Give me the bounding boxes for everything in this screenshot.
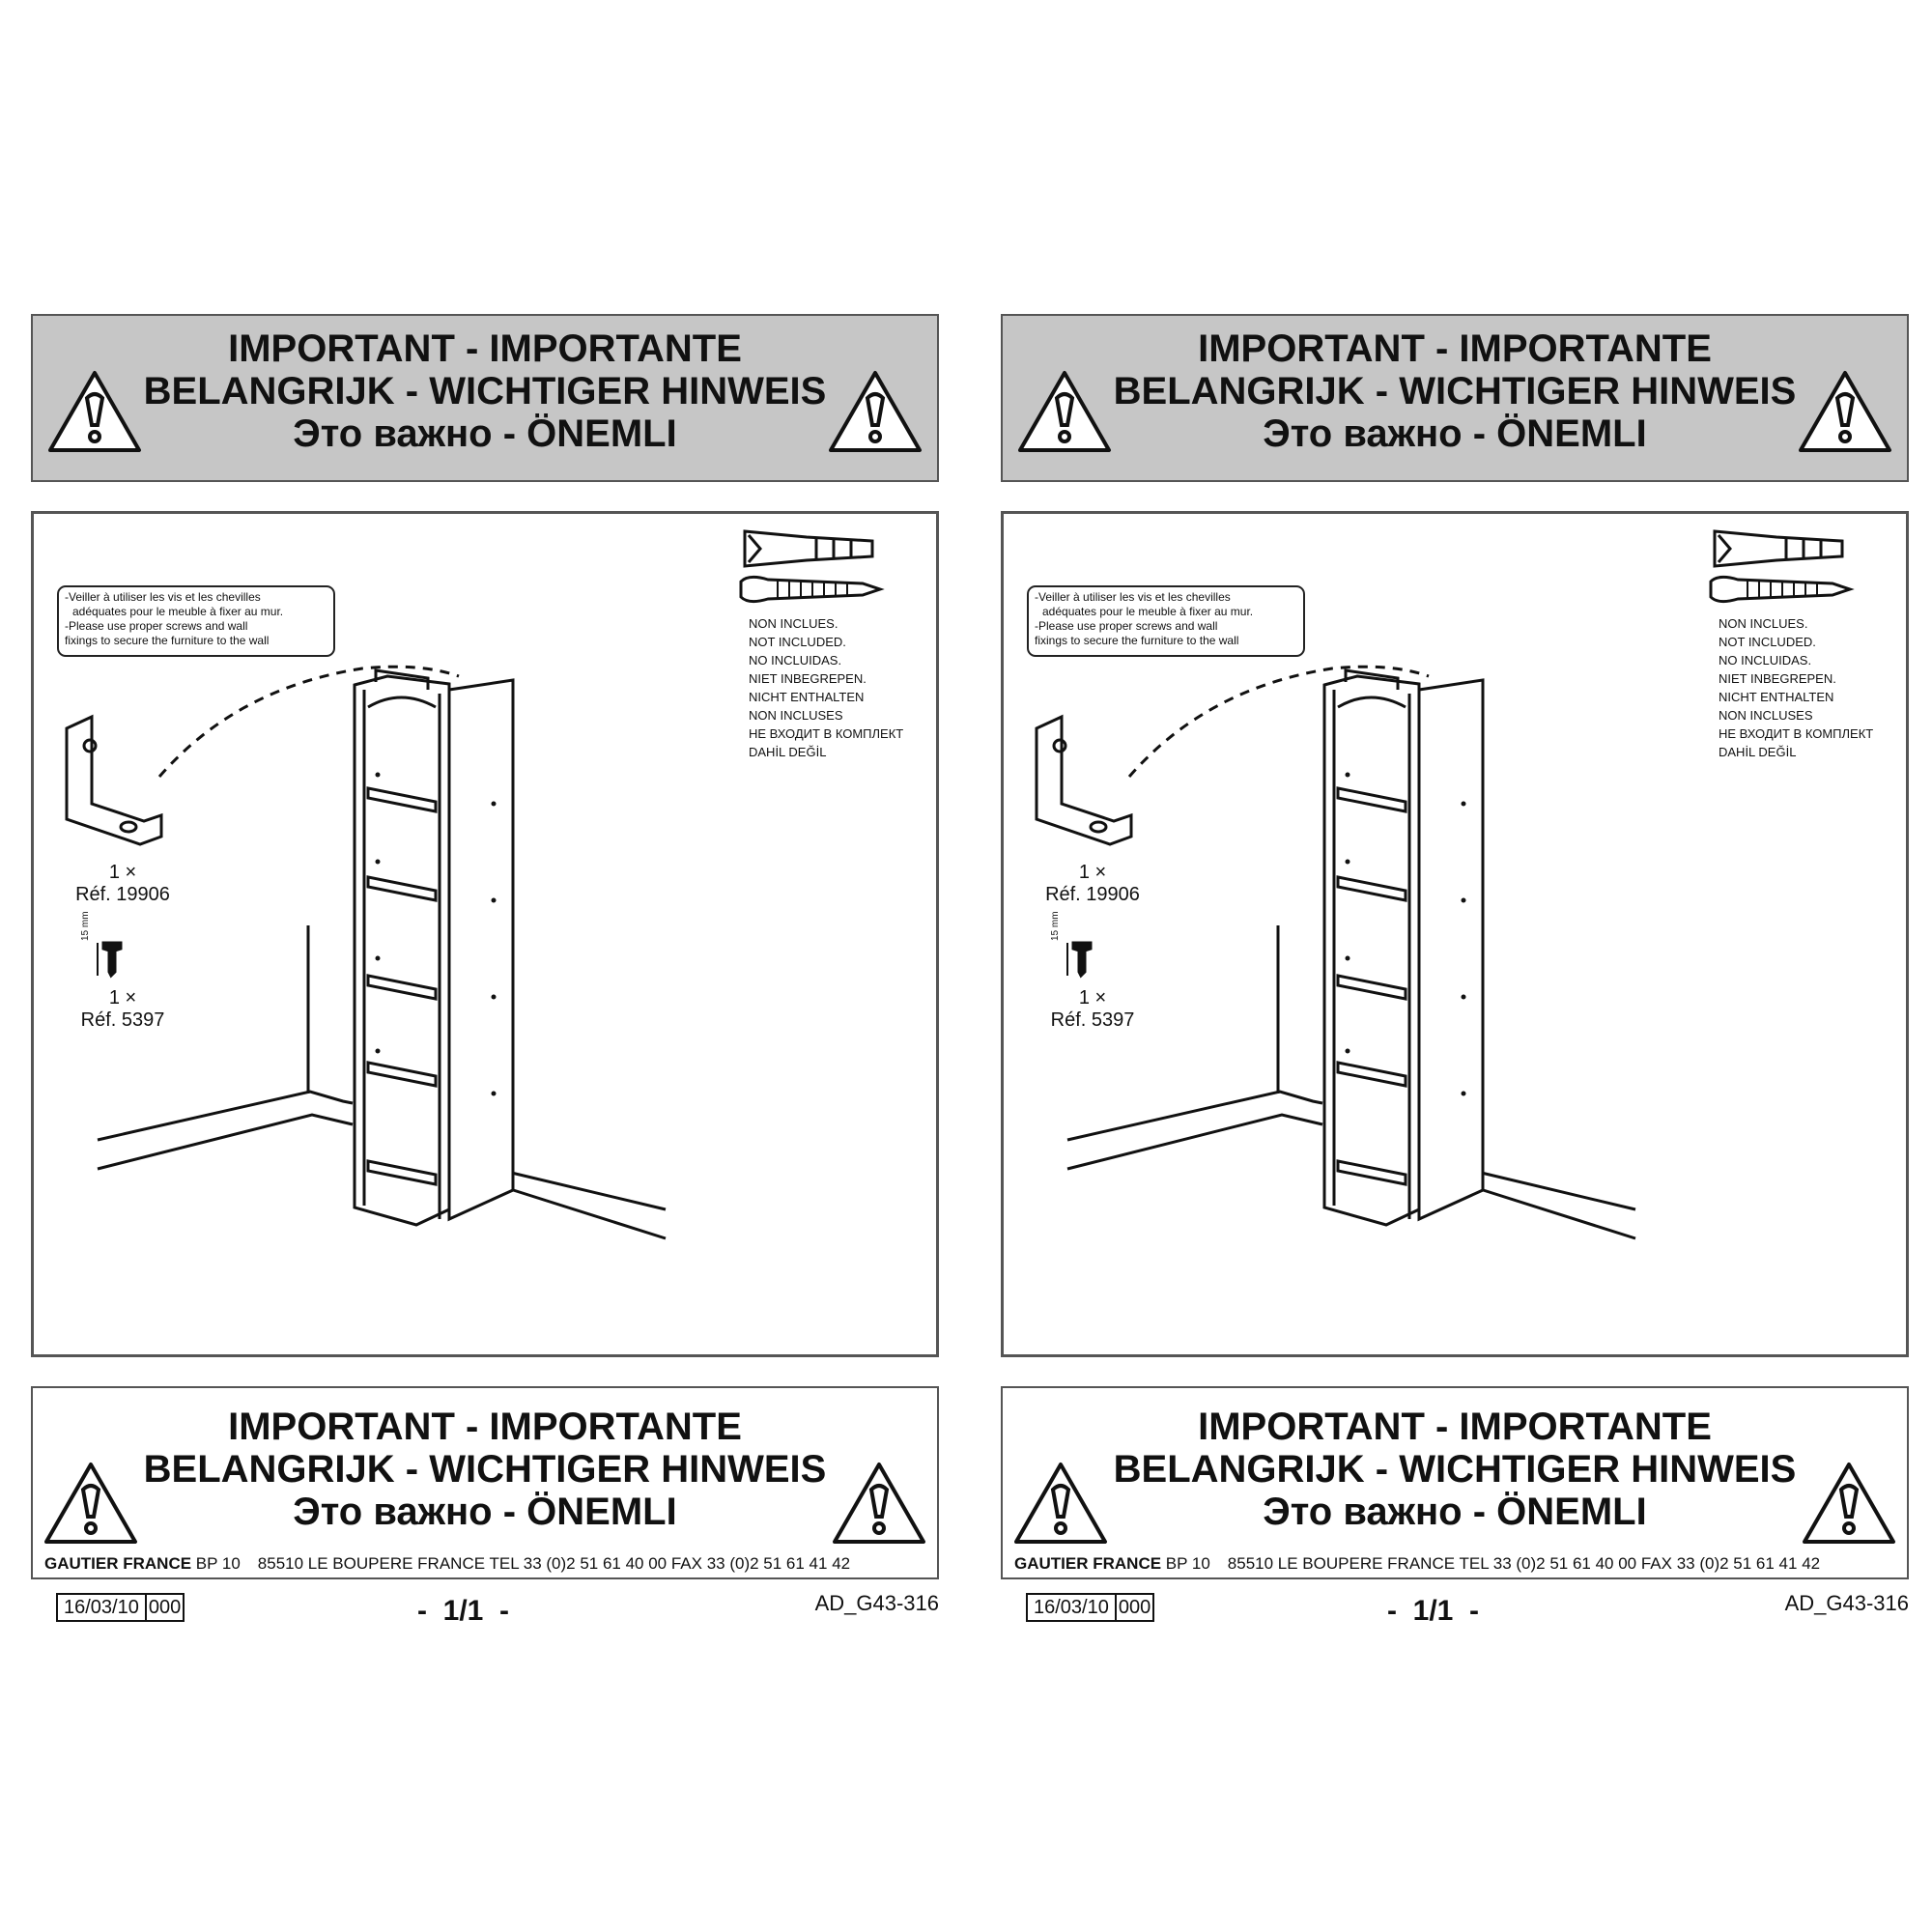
wall-fixing-note [57, 585, 335, 657]
banner-line-2: BELANGRIJK - WICHTIGER HINWEIS [143, 1448, 827, 1491]
screw-size-label: 15 mm [1050, 911, 1061, 941]
screw-quantity [55, 987, 190, 1032]
company-address [44, 1554, 929, 1574]
banner-line-3: Это важно - ÖNEMLI [1263, 412, 1647, 455]
bracket-ref: Réf. 19906 [75, 884, 170, 905]
not-included-item: NIET INBEGREPEN. [749, 671, 867, 686]
not-included-item: НЕ ВХОДИТ В КОМПЛЕКТ [749, 726, 904, 741]
important-banner-top [31, 314, 939, 482]
banner-line-1: IMPORTANT - IMPORTANTE [228, 327, 742, 370]
not-included-item: NIET INBEGREPEN. [1719, 671, 1836, 686]
document-reference: AD_G43-316 [814, 1591, 939, 1615]
company-bp: BP 10 [1161, 1554, 1210, 1573]
not-included-item: NON INCLUES. [749, 616, 838, 631]
banner-line-1: IMPORTANT - IMPORTANTE [228, 1406, 742, 1448]
date-box [1026, 1593, 1154, 1622]
banner-line-3: Это важно - ÖNEMLI [1263, 1491, 1647, 1533]
not-included-item: NON INCLUSES [1719, 708, 1813, 723]
screw-quantity [1025, 987, 1160, 1032]
bracket-qty: 1 × [1078, 862, 1107, 883]
note-fr-line-1: -Veiller à utiliser les vis et les chevilles [65, 590, 261, 604]
bracket-quantity [1025, 862, 1160, 906]
important-banner-bottom [1001, 1386, 1909, 1579]
revision-code: 000 [145, 1595, 183, 1620]
screw-qty: 1 × [1078, 987, 1107, 1009]
banner-line-1: IMPORTANT - IMPORTANTE [1198, 327, 1712, 370]
banner-line-2: BELANGRIJK - WICHTIGER HINWEIS [1113, 370, 1797, 412]
company-name: GAUTIER FRANCE [44, 1554, 192, 1573]
company-contact: 85510 LE BOUPERE FRANCE TEL 33 (0)2 51 61 40 00 FAX 33 (0)2 51 61 41 42 [1227, 1554, 1821, 1573]
screw-size-label: 15 mm [80, 911, 91, 941]
company-contact: 85510 LE BOUPERE FRANCE TEL 33 (0)2 51 61 40 00 FAX 33 (0)2 51 61 41 42 [257, 1554, 851, 1573]
company-bp: BP 10 [191, 1554, 241, 1573]
not-included-item: NOT INCLUDED. [1719, 635, 1816, 649]
instruction-sheet-right [1001, 314, 1909, 1628]
not-included-item: NO INCLUIDAS. [749, 653, 842, 668]
not-included-item: NON INCLUSES [749, 708, 843, 723]
note-en-line-1: -Please use proper screws and wall [1035, 619, 1218, 633]
not-included-item: NOT INCLUDED. [749, 635, 846, 649]
illustration-panel [1001, 511, 1909, 1357]
company-address [1014, 1554, 1899, 1574]
bracket-quantity [55, 862, 190, 906]
screw-ref: Réf. 5397 [80, 1009, 165, 1031]
not-included-item: NON INCLUES. [1719, 616, 1808, 631]
banner-line-1: IMPORTANT - IMPORTANTE [1198, 1406, 1712, 1448]
important-banner-bottom [31, 1386, 939, 1579]
not-included-item: NICHT ENTHALTEN [1719, 690, 1834, 704]
wall-fixing-note [1027, 585, 1305, 657]
instruction-sheet-left [31, 314, 939, 1628]
not-included-list [749, 614, 903, 761]
note-fr-line-2: adéquates pour le meuble à fixer au mur. [72, 605, 284, 618]
revision-code: 000 [1115, 1595, 1152, 1620]
bracket-qty: 1 × [108, 862, 137, 883]
screw-qty: 1 × [108, 987, 137, 1009]
important-banner-top [1001, 314, 1909, 482]
date-box [56, 1593, 185, 1622]
note-en-line-2: fixings to secure the furniture to the wall [65, 634, 270, 647]
page-number: - 1/1 - [1387, 1595, 1480, 1627]
not-included-item: NO INCLUIDAS. [1719, 653, 1812, 668]
note-fr-line-2: adéquates pour le meuble à fixer au mur. [1042, 605, 1254, 618]
note-fr-line-1: -Veiller à utiliser les vis et les chevilles [1035, 590, 1231, 604]
banner-line-3: Это важно - ÖNEMLI [293, 1491, 677, 1533]
page-number: - 1/1 - [417, 1595, 510, 1627]
company-name: GAUTIER FRANCE [1014, 1554, 1162, 1573]
note-en-line-1: -Please use proper screws and wall [65, 619, 248, 633]
banner-line-3: Это важно - ÖNEMLI [293, 412, 677, 455]
screw-ref: Réf. 5397 [1050, 1009, 1135, 1031]
document-reference: AD_G43-316 [1784, 1591, 1909, 1615]
not-included-item: DAHİL DEĞİL [1719, 745, 1797, 759]
not-included-item: НЕ ВХОДИТ В КОМПЛЕКТ [1719, 726, 1874, 741]
revision-date: 16/03/10 [1034, 1597, 1109, 1618]
not-included-item: NICHT ENTHALTEN [749, 690, 865, 704]
not-included-item: DAHİL DEĞİL [749, 745, 827, 759]
illustration-panel [31, 511, 939, 1357]
not-included-list [1719, 614, 1873, 761]
page-footer [1001, 1591, 1909, 1630]
revision-date: 16/03/10 [64, 1597, 139, 1618]
banner-line-2: BELANGRIJK - WICHTIGER HINWEIS [1113, 1448, 1797, 1491]
banner-line-2: BELANGRIJK - WICHTIGER HINWEIS [143, 370, 827, 412]
bracket-ref: Réf. 19906 [1045, 884, 1140, 905]
page-footer [31, 1591, 939, 1630]
note-en-line-2: fixings to secure the furniture to the wall [1035, 634, 1239, 647]
